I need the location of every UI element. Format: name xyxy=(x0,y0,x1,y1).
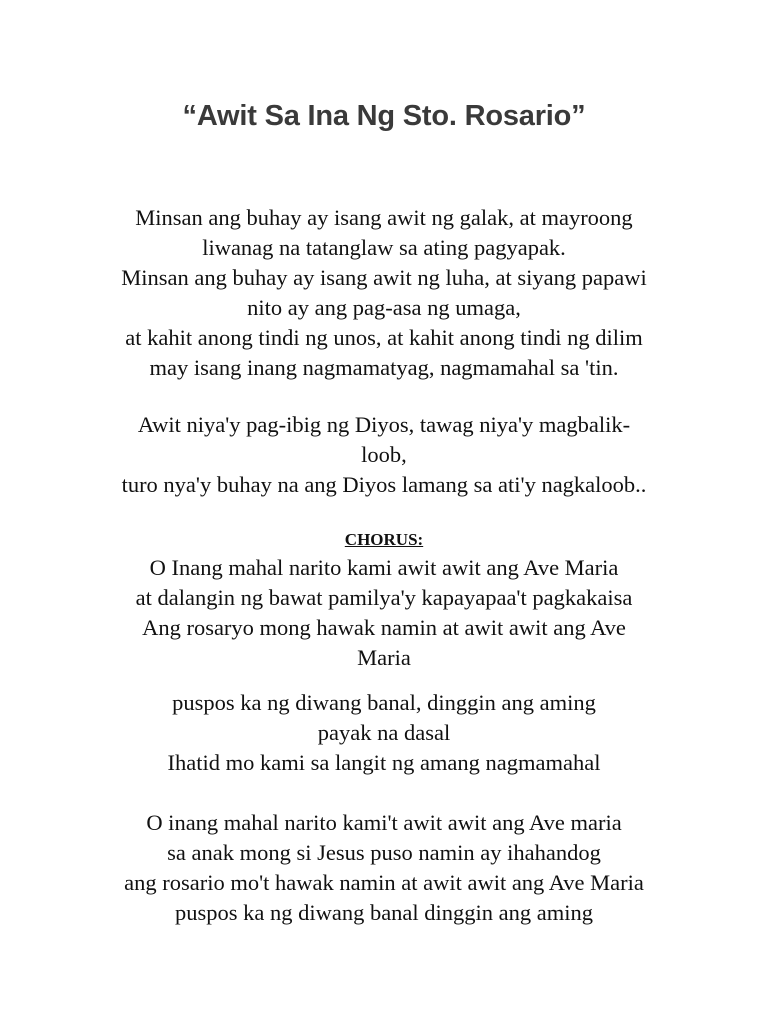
lyric-line: puspos ka ng diwang banal dinggin ang aming xyxy=(174,900,594,925)
lyric-line: Ang rosaryo mong hawak namin at awit awit ang Ave xyxy=(142,615,626,640)
lyric-line: ang rosario mo't hawak namin at awit awit ang Ave Maria xyxy=(124,870,644,895)
verse-1 xyxy=(64,203,704,383)
chorus-heading: CHORUS: xyxy=(344,530,424,549)
lyric-line: nito ay ang pag-asa ng umaga, xyxy=(247,295,521,320)
lyric-line: Minsan ang buhay ay isang awit ng galak, at mayroong xyxy=(135,205,633,230)
chorus-stanza-1 xyxy=(64,553,704,673)
lyric-line: may isang inang nagmamatyag, nagmamahal sa 'tin. xyxy=(149,355,619,380)
lyric-line: payak na dasal xyxy=(317,720,451,745)
lyric-line: O inang mahal narito kami't awit awit ang Ave maria xyxy=(146,810,622,835)
lyric-line: turo nya'y buhay na ang Diyos lamang sa ati'y nagkaloob.. xyxy=(121,472,647,497)
lyric-line: at dalangin ng bawat pamilya'y kapayapaa't pagkakaisa xyxy=(135,585,633,610)
lyric-line: Maria xyxy=(357,645,411,670)
lyric-line: liwanag na tatanglaw sa ating pagyapak. xyxy=(202,235,566,260)
lyric-line: loob, xyxy=(361,442,407,467)
lyric-line: Minsan ang buhay ay isang awit ng luha, at siyang papawi xyxy=(121,265,647,290)
verse-2 xyxy=(64,410,704,500)
lyric-line: sa anak mong si Jesus puso namin ay ihahandog xyxy=(167,840,601,865)
lyric-line: O Inang mahal narito kami awit awit ang Ave Maria xyxy=(149,555,619,580)
lyric-line: puspos ka ng diwang banal, dinggin ang aming xyxy=(172,690,596,715)
lyric-line: Ihatid mo kami sa langit ng amang nagmamahal xyxy=(167,750,601,775)
chorus-stanza-2 xyxy=(64,688,704,778)
lyric-line: at kahit anong tindi ng unos, at kahit anong tindi ng dilim xyxy=(125,325,643,350)
song-title: “Awit Sa Ina Ng Sto. Rosario” xyxy=(182,100,586,132)
chorus-stanza-3 xyxy=(64,808,704,928)
lyric-line: Awit niya'y pag-ibig ng Diyos, tawag niya'y magbalik- xyxy=(137,412,631,437)
